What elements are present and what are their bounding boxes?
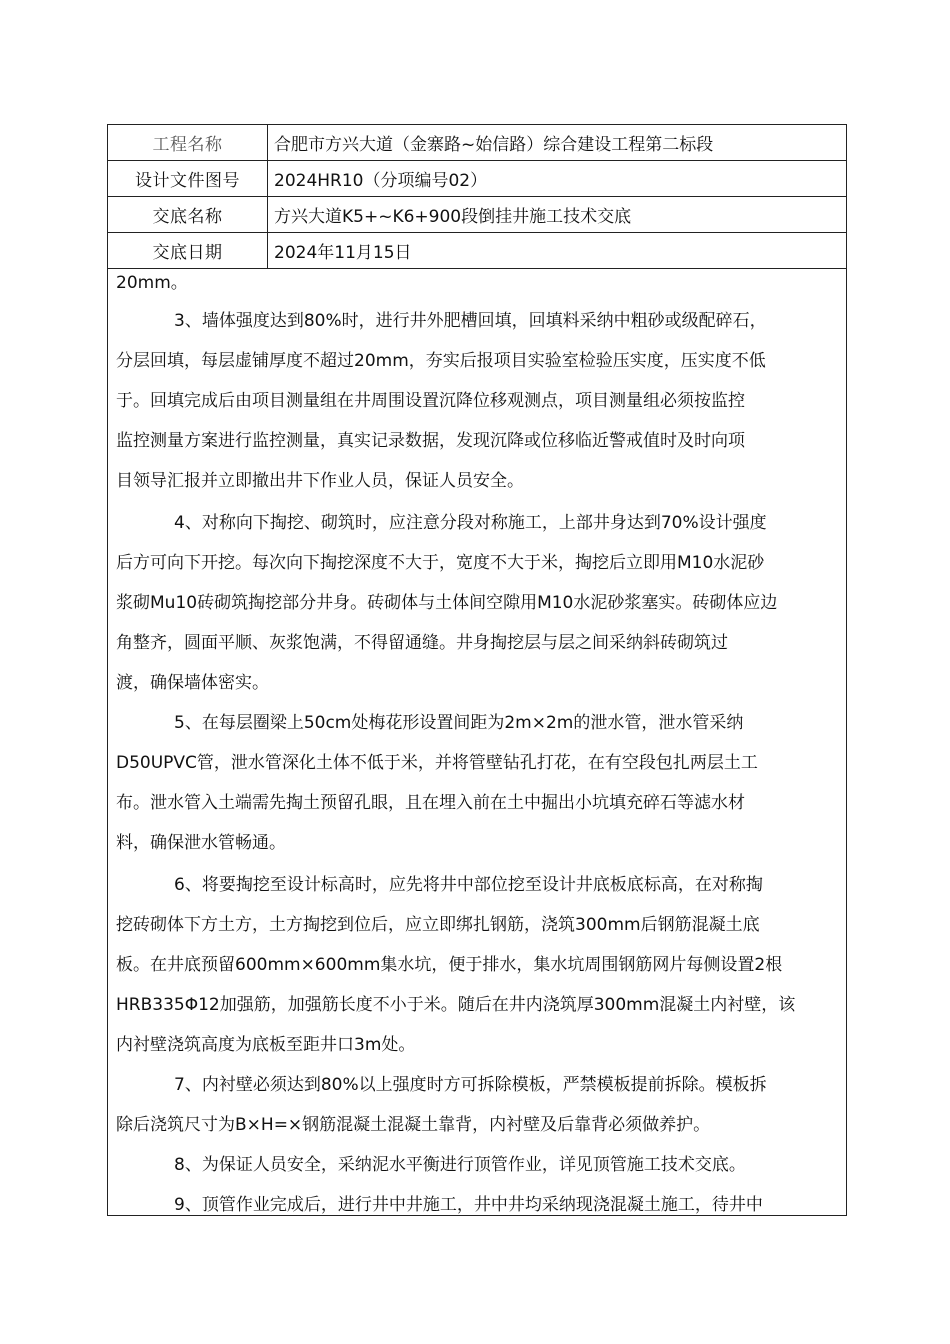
body-line: 板。在井底预留600mm×600mm集水坑，便于排水，集水坑周围钢筋网片每侧设置2根 [116,955,783,975]
body-line: 8、为保证人员安全，采纳泥水平衡进行顶管作业，详见顶管施工技术交底。 [174,1155,746,1175]
body-line: 挖砖砌体下方土方，土方掏挖到位后，应立即绑扎钢筋，浇筑300mm后钢筋混凝土底 [116,915,760,935]
body-line: 除后浇筑尺寸为B×H=×钢筋混凝土混凝土靠背，内衬壁及后靠背必须做养护。 [116,1115,711,1135]
body-line: 20mm。 [116,273,188,293]
document-table [107,124,847,1216]
body-line: 9、顶管作业完成后，进行井中井施工，井中井均采纳现浇混凝土施工，待井中 [174,1195,763,1215]
project-name-value: 合肥市方兴大道（金寨路~始信路）综合建设工程第二标段 [274,135,714,155]
header-row-project-name [108,125,846,161]
body-line: 布。泄水管入土端需先掏土预留孔眼，且在埋入前在土中掘出小坑填充碎石等滤水材 [116,793,745,813]
drawing-number-label: 设计文件图号 [108,161,268,196]
body-line: 角整齐，圆面平顺、灰浆饱满，不得留通缝。井身掏挖层与层之间采纳斜砖砌筑过 [116,633,728,653]
body-line: 渡，确保墙体密实。 [116,673,269,693]
body-line: 后方可向下开挖。每次向下掏挖深度不大于，宽度不大于米，掏挖后立即用M10水泥砂 [116,553,765,573]
body-line: 5、在每层圈梁上50cm处梅花形设置间距为2m×2m的泄水管，泄水管采纳 [174,713,744,733]
body-line: 于。回填完成后由项目测量组在井周围设置沉降位移观测点，项目测量组必须按监控 [116,391,745,411]
briefing-name-value: 方兴大道K5+~K6+900段倒挂井施工技术交底 [274,207,632,227]
body-line: 浆砌Mu10砖砌筑掏挖部分井身。砖砌体与土体间空隙用M10水泥砂浆塞实。砖砌体应边 [116,593,778,613]
briefing-date-value: 2024年11月15日 [274,243,412,263]
body-line: 监控测量方案进行监控测量，真实记录数据，发现沉降或位移临近警戒值时及时向项 [116,431,745,451]
drawing-number-value: 2024HR10（分项编号02） [274,171,488,191]
body-line: 7、内衬壁必须达到80%以上强度时方可拆除模板，严禁模板提前拆除。模板拆 [174,1075,767,1095]
header-row-briefing-date [108,233,846,269]
body-line: 分层回填，每层虚铺厚度不超过20mm，夯实后报项目实验室检验压实度，压实度不低 [116,351,766,371]
body-line: 6、将要掏挖至设计标高时，应先将井中部位挖至设计井底板底标高，在对称掏 [174,875,763,895]
body-line: HRB335Φ12加强筋，加强筋长度不小于米。随后在井内浇筑厚300mm混凝土内衬壁，该 [116,995,796,1015]
project-name-label: 工程名称 [108,125,268,160]
body-line: 料，确保泄水管畅通。 [116,833,286,853]
header-row-briefing-name [108,197,846,233]
briefing-name-label: 交底名称 [108,197,268,232]
briefing-date-label: 交底日期 [108,233,268,268]
body-line: 目领导汇报并立即撤出井下作业人员，保证人员安全。 [116,471,524,491]
body-line: 内衬壁浇筑高度为底板至距井口3m处。 [116,1035,416,1055]
body-line: 4、对称向下掏挖、砌筑时，应注意分段对称施工，上部井身达到70%设计强度 [174,513,767,533]
header-row-drawing-number [108,161,846,197]
body-line: 3、墙体强度达到80%时，进行井外肥槽回填，回填料采纳中粗砂或级配碎石， [174,311,767,331]
body-line: D50UPVC管，泄水管深化土体不低于米，并将管壁钻孔打花，在有空段包扎两层土工 [116,753,758,773]
